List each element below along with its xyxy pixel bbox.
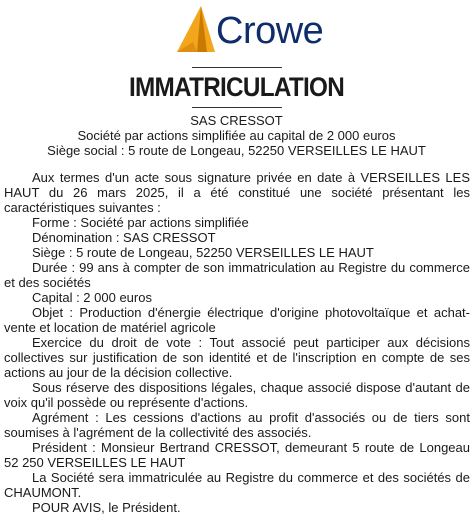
title-rule-top (192, 67, 282, 68)
paragraph-objet: Objet : Production d'énergie électrique d'origine photovoltaïque et achat-vente et location de matériel agricole (4, 305, 470, 335)
company-name: SAS CRESSOT (190, 113, 283, 128)
paragraph-forme: Forme : Société par actions simplifiée (32, 215, 249, 230)
paragraph-reserve: Sous réserve des dispositions légales, chaque associé dispose d'autant de voix qu'il possède ou représente d'actions. (4, 380, 470, 410)
paragraph-intro: Aux termes d'un acte sous signature privée en date à VERSEILLES LES HAUT du 26 mars 2025, il a été constitué une société présentant les caractéristiques suivantes : (4, 170, 470, 215)
logo-wordmark: Crowe (216, 10, 324, 52)
paragraph-agrement: Agrément : Les cessions d'actions au profit d'associés ou de tiers sont soumises à l'agrément de la collectivité des associés. (4, 410, 470, 440)
crowe-chevron-icon (177, 6, 215, 54)
title-rule-bottom (192, 107, 282, 108)
paragraph-pour-avis: POUR AVIS, le Président. (32, 500, 181, 515)
crowe-logo (0, 0, 473, 60)
paragraph-vote: Exercice du droit de vote : Tout associé peut participer aux décisions collectives sur justification de son identité et de l'inscription en compte de ses actions au jour de la décision collective. (4, 335, 470, 380)
notice-body (4, 170, 470, 515)
paragraph-siege: Siège : 5 route de Longeau, 52250 VERSEILLES LE HAUT (32, 245, 374, 260)
company-capital: Société par actions simplifiée au capital de 2 000 euros (77, 128, 396, 143)
paragraph-rcs: La Société sera immatriculée au Registre du commerce et des sociétés de CHAUMONT. (4, 470, 470, 500)
company-siege: Siège social : 5 route de Longeau, 52250 VERSEILLES LE HAUT (47, 143, 426, 158)
paragraph-duree: Durée : 99 ans à compter de son immatriculation au Registre du commerce et des sociétés (4, 260, 470, 290)
paragraph-denomination: Dénomination : SAS CRESSOT (32, 230, 216, 245)
paragraph-capital: Capital : 2 000 euros (32, 290, 152, 305)
page-title: IMMATRICULATION (128, 72, 345, 102)
paragraph-president: Président : Monsieur Bertrand CRESSOT, demeurant 5 route de Longeau 52 250 VERSEILLES LE HAUT (4, 440, 470, 470)
